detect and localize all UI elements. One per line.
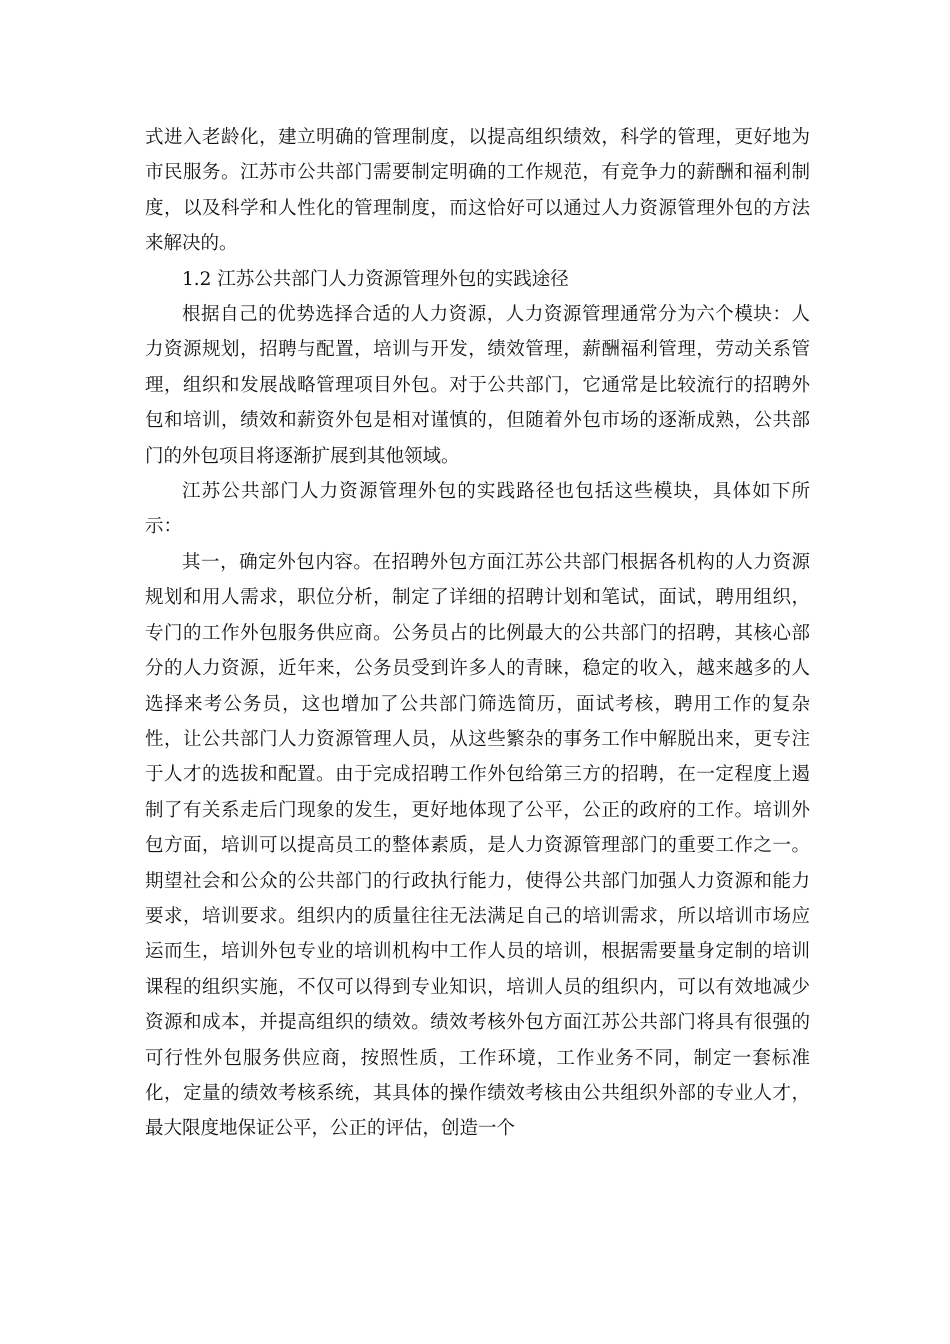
continuation-paragraph: 式进入老龄化，建立明确的管理制度，以提高组织绩效，科学的管理，更好地为市民服务。江苏市公共部门需要制定明确的工作规范，有竞争力的薪酬和福利制度，以及科学和人性化的管理制度，而这恰好可以通过人力资源管理外包的方法来解决的。 [145, 127, 810, 255]
document-body [145, 120, 810, 1147]
section-heading: 1.2 江苏公共部门人力资源管理外包的实践途径 [182, 268, 569, 290]
body-paragraph-modules: 根据自己的优势选择合适的人力资源，人力资源管理通常分为六个模块：人力资源规划，招聘与配置，培训与开发，绩效管理，薪酬福利管理，劳动关系管理，组织和发展战略管理项目外包。对于公共部门，它通常是比较流行的招聘外包和培训，绩效和薪资外包是相对谨慎的，但随着外包市场的逐渐成熟，公共部门的外包项目将逐渐扩展到其他领域。 [145, 304, 810, 467]
body-paragraph-practice-path: 江苏公共部门人力资源管理外包的实践路径也包括这些模块，具体如下所示： [145, 481, 810, 538]
body-paragraph-outsourcing-content: 其一，确定外包内容。在招聘外包方面江苏公共部门根据各机构的人力资源规划和用人需求，职位分析，制定了详细的招聘计划和笔试，面试，聘用组织，专门的工作外包服务供应商。公务员占的比例最大的公共部门的招聘，其核心部分的人力资源，近年来，公务员受到许多人的青睐，稳定的收入，越来越多的人选择来考公务员，这也增加了公共部门筛选简历，面试考核，聘用工作的复杂性，让公共部门人力资源管理人员，从这些繁杂的事务工作中解脱出来，更专注于人才的选拔和配置。由于完成招聘工作外包给第三方的招聘，在一定程度上遏制了有关系走后门现象的发生，更好地体现了公平，公正的政府的工作。培训外包方面，培训可以提高员工的整体素质，是人力资源管理部门的重要工作之一。期望社会和公众的公共部门的行政执行能力，使得公共部门加强人力资源和能力要求，培训要求。组织内的质量往往无法满足自己的培训需求，所以培训市场应运而生，培训外包专业的培训机构中工作人员的培训，根据需要量身定制的培训课程的组织实施，不仅可以得到专业知识，培训人员的组织内，可以有效地减少资源和成本，并提高组织的绩效。绩效考核外包方面江苏公共部门将具有很强的可行性外包服务供应商，按照性质，工作环境，工作业务不同，制定一套标准化，定量的绩效考核系统，其具体的操作绩效考核由公共组织外部的专业人才，最大限度地保证公平，公正的评估，创造一个 [145, 551, 810, 1140]
